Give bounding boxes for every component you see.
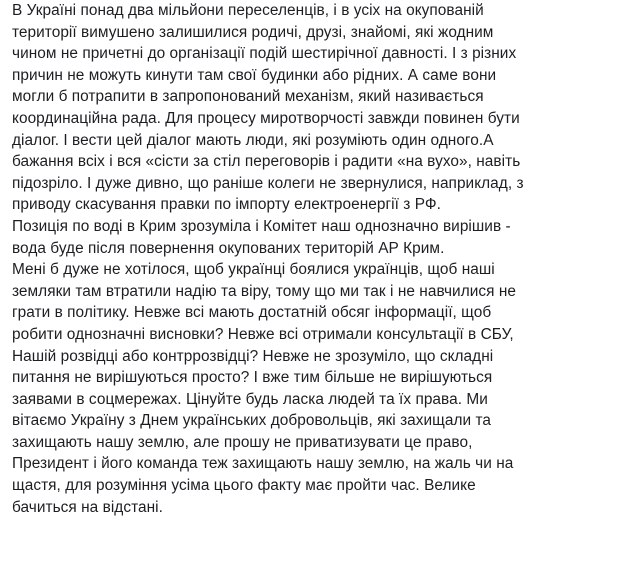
post-text-line: причин не можуть кинути там свої будинки або рідних. А саме вони [12, 66, 497, 84]
post-text-line: заявами в соцмережах. Цінуйте будь ласка людей та їх права. Ми [12, 390, 488, 408]
post-text-line: грати в політику. Невже всі мають достатній обсяг інформації, щоб [12, 304, 492, 322]
post-text-line: питання не вирішуються просто? І вже тим більше не вирішуються [12, 369, 493, 387]
post-text-line: Позиція по воді в Крим зрозуміла і Комітет наш однозначно вирішив - [12, 217, 511, 235]
post-body-text [12, 0, 612, 518]
post-text-line: діалог. І вести цей діалог мають люди, які розуміють один одного.А [12, 131, 494, 149]
post-text-line: вода буде після повернення окупованих територій АР Крим. [12, 239, 445, 257]
post-text-line: Нашій розвідці або контррозвідці? Невже не зрозуміло, що складні [12, 347, 494, 365]
post-text-line: захищають нашу землю, але прошу не приватизувати це право, [12, 433, 473, 451]
post-text-line: могли б потрапити в запропонований механізм, який називається [12, 88, 484, 106]
post-text-line: бажання всіх і вся «сісти за стіл переговорів і радити «на вухо», навіть [12, 153, 521, 171]
post-text-line: підозріло. І дуже дивно, що раніше колеги не звернулися, наприклад, з [12, 174, 524, 192]
post-text-line: Мені б дуже не хотілося, щоб українці боялися українців, щоб наші [12, 261, 495, 279]
post-text-line: В Україні понад два мільйони переселенців, і в усіх на окупованій [12, 2, 484, 19]
post-text-line: Президент і його команда теж захищають нашу землю, на жаль чи на [12, 455, 514, 473]
post-text-line: чином не причетні до організації подій шестирічної давності. І з різних [12, 45, 517, 63]
post-text-line: бачиться на відстані. [12, 498, 163, 516]
post-text-line: території вимушено залишилися родичі, друзі, знайомі, які жодним [12, 23, 494, 41]
post-text-line: координаційна рада. Для процесу миротворчості завжди повинен бути [12, 109, 520, 127]
post-text-line: щастя, для розуміння усіма цього факту має пройти час. Велике [12, 477, 476, 495]
post-text-line: земляки там втратили надію та віру, тому що ми так і не навчилися не [12, 282, 516, 300]
post-text-line: вітаємо Україну з Днем українських добровольців, які захищали та [12, 412, 492, 430]
post-text-line: приводу скасування правки по імпорту електроенергії з РФ. [12, 196, 441, 214]
post-text-line: робити однозначні висновки? Невже всі отримали консультації в СБУ, [12, 325, 514, 343]
